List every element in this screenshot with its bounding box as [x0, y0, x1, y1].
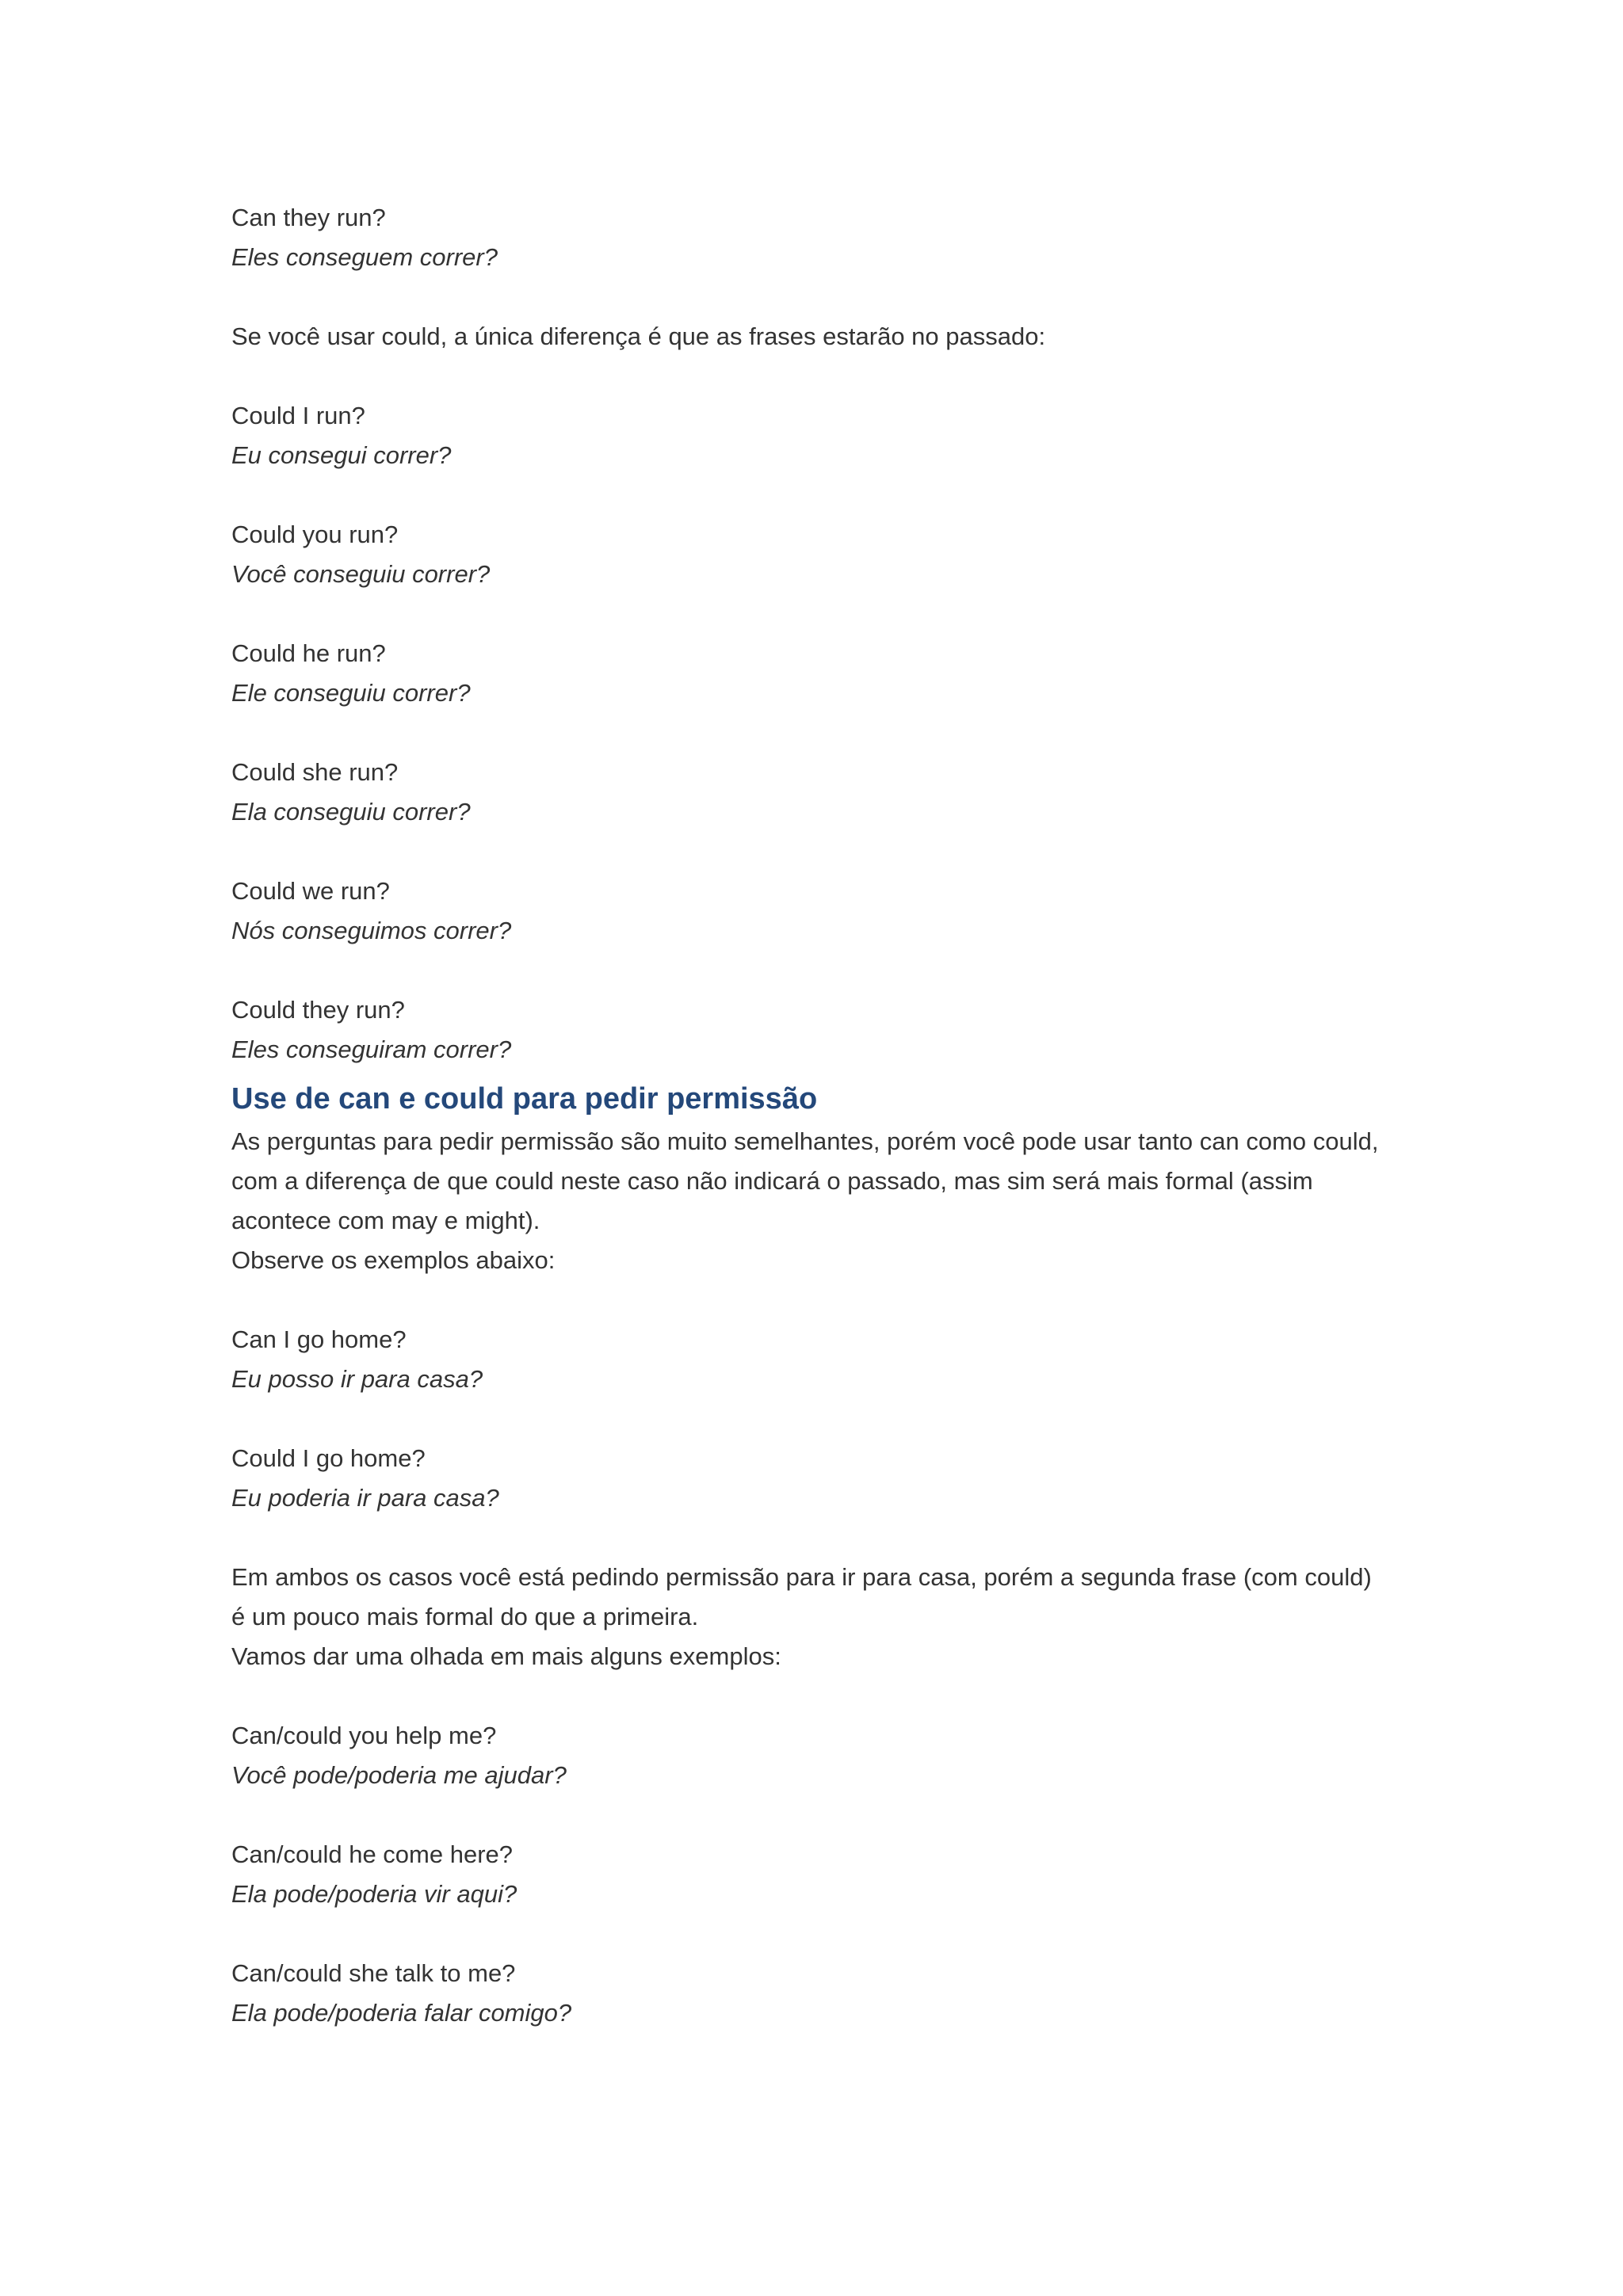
example-translation: Ele conseguiu correr? [231, 679, 471, 707]
example-english: Could I run? [231, 402, 365, 429]
explanation-paragraph [231, 1558, 1396, 1676]
section-heading: Use de can e could para pedir permissão [231, 1082, 818, 1116]
paragraph-line: é um pouco mais formal do que a primeira. [231, 1603, 699, 1630]
example-english: Could he run? [231, 639, 386, 667]
example-english: Could she run? [231, 758, 399, 786]
example-english: Can I go home? [231, 1325, 407, 1353]
example-translation: Ela conseguiu correr? [231, 798, 471, 826]
document-content [231, 198, 1396, 2033]
example-english: Could they run? [231, 996, 405, 1024]
example-english: Could you run? [231, 521, 399, 548]
paragraph-line: Observe os exemplos abaixo: [231, 1246, 556, 1274]
example-translation: Eles conseguem correr? [231, 243, 498, 271]
example-translation: Ela pode/poderia falar comigo? [231, 1999, 572, 2027]
paragraph-line: Vamos dar uma olhada em mais alguns exemplos: [231, 1642, 781, 1670]
paragraph-line: As perguntas para pedir permissão são muito semelhantes, porém você pode usar tanto can como could, [231, 1127, 1379, 1155]
paragraph-line: com a diferença de que could neste caso não indicará o passado, mas sim será mais formal (assim [231, 1167, 1313, 1195]
example-translation: Eu posso ir para casa? [231, 1365, 483, 1393]
example-english: Could we run? [231, 877, 390, 905]
example-english: Can they run? [231, 204, 386, 231]
example-translation: Eu poderia ir para casa? [231, 1484, 499, 1512]
intro-could-text: Se você usar could, a única diferença é que as frases estarão no passado: [231, 322, 1046, 350]
paragraph-line: acontece com may e might). [231, 1207, 540, 1234]
example-english: Can/could she talk to me? [231, 1959, 516, 1987]
example-translation: Nós conseguimos correr? [231, 917, 512, 944]
permission-paragraph [231, 1122, 1396, 1280]
example-translation: Eu consegui correr? [231, 441, 452, 469]
example-english: Can/could you help me? [231, 1722, 497, 1749]
example-english: Could I go home? [231, 1444, 426, 1472]
example-translation: Você conseguiu correr? [231, 560, 491, 588]
example-translation: Você pode/poderia me ajudar? [231, 1761, 567, 1789]
example-translation: Eles conseguiram correr? [231, 1035, 512, 1063]
paragraph-line: Em ambos os casos você está pedindo permissão para ir para casa, porém a segunda frase (com could) [231, 1563, 1372, 1591]
example-translation: Ela pode/poderia vir aqui? [231, 1880, 517, 1908]
example-english: Can/could he come here? [231, 1840, 514, 1868]
